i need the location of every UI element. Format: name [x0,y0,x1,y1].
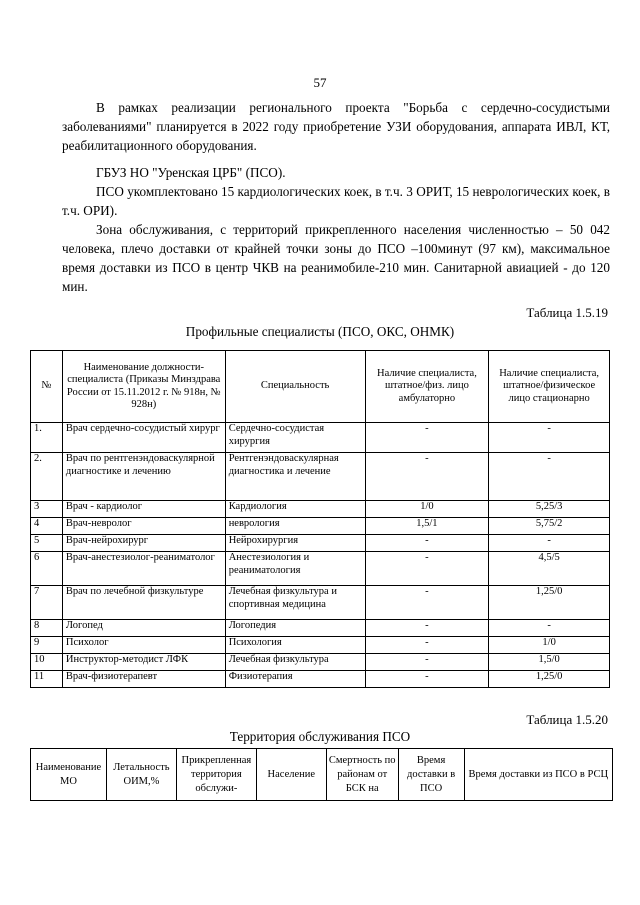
table2-header-mortality: Летальность ОИМ,% [106,749,176,801]
paragraph-hospital-name: ГБУЗ НО "Уренская ЦРБ" (ПСО). [96,165,286,180]
page-number: 57 [313,75,327,90]
service-territory-table [30,748,613,801]
table2-header-delivery-rsc: Время доставки из ПСО в РСЦ [464,749,612,801]
table1-label: Таблица 1.5.19 [526,305,608,320]
cell-outpatient: 1/0 [365,501,489,518]
cell-outpatient: - [365,586,489,620]
cell-number: 1. [31,423,63,453]
cell-outpatient: - [365,620,489,637]
table2-header-mo-name: Наименование МО [31,749,107,801]
cell-outpatient: - [365,423,489,453]
table-row [31,535,610,552]
cell-number: 7 [31,586,63,620]
table2-title: Территория обслуживания ПСО [229,729,411,744]
cell-inpatient: 1/0 [489,637,610,654]
table2-header-delivery-pso: Время доставки в ПСО [398,749,464,801]
table-row [31,637,610,654]
cell-inpatient: - [489,423,610,453]
cell-number: 10 [31,654,63,671]
table1-header-number: № [31,351,63,423]
cell-specialty: Лечебная физкультура и спортивная медицина [225,586,365,620]
table-row [31,501,610,518]
cell-number: 5 [31,535,63,552]
cell-position: Инструктор-методист ЛФК [62,654,225,671]
cell-outpatient: - [365,535,489,552]
cell-inpatient: - [489,453,610,501]
cell-specialty: Нейрохирургия [225,535,365,552]
paragraph-service-zone: Зона обслуживания, с территорий прикрепленного населения численностью – 50 042 человека, плечо доставки от крайней точки зоны до ПСО –100минут (97 км), максимальное время доставки из ПСО в центр ЧКВ на реанимобиле-210 мин. Санитарной авиацией - до 120 мин. [62,222,610,294]
table2-header-death-rate: Смертность по районам от БСК на [326,749,398,801]
cell-specialty: Кардиология [225,501,365,518]
cell-number: 2. [31,453,63,501]
table-row [31,671,610,688]
cell-position: Врач-анестезиолог-реаниматолог [62,552,225,586]
cell-position: Психолог [62,637,225,654]
table-row [31,654,610,671]
table1-header-position: Наименование должности-специалиста (Приказы Минздрава России от 15.11.2012 г. № 918н, № 928н) [62,351,225,423]
specialists-table [30,350,610,688]
table2-header-population: Население [256,749,326,801]
cell-specialty: неврология [225,518,365,535]
cell-specialty: Психология [225,637,365,654]
cell-outpatient: - [365,552,489,586]
cell-number: 3 [31,501,63,518]
paragraph-beds: ПСО укомплектовано 15 кардиологических коек, в т.ч. 3 ОРИТ, 15 неврологических коек, в т.ч. ОРИ). [62,184,610,218]
table1-header-outpatient: Наличие специалиста, штатное/физ. лицо амбулаторно [365,351,489,423]
table1-header-inpatient: Наличие специалиста, штатное/физическое лицо стационарно [489,351,610,423]
cell-inpatient: 1,25/0 [489,586,610,620]
cell-outpatient: - [365,637,489,654]
cell-position: Врач по лечебной физкультуре [62,586,225,620]
table2-header-territory: Прикрепленная территория обслужи- [176,749,256,801]
table-row [31,552,610,586]
table2-label: Таблица 1.5.20 [526,712,608,727]
cell-inpatient: 5,75/2 [489,518,610,535]
cell-outpatient: - [365,654,489,671]
table1-title: Профильные специалисты (ПСО, ОКС, ОНМК) [185,324,455,339]
cell-outpatient: - [365,453,489,501]
cell-specialty: Логопедия [225,620,365,637]
cell-inpatient: 5,25/3 [489,501,610,518]
cell-position: Врач-невролог [62,518,225,535]
cell-position: Врач по рентгенэндоваскулярной диагностике и лечению [62,453,225,501]
table-row [31,423,610,453]
cell-position: Врач-нейрохирург [62,535,225,552]
cell-number: 4 [31,518,63,535]
paragraph-project: В рамках реализации регионального проекта "Борьба с сердечно-сосудистыми заболеваниями" планируется в 2022 году приобретение УЗИ оборудования, аппарата ИВЛ, КТ, реабилитационного оборудования. [62,100,610,153]
cell-number: 9 [31,637,63,654]
cell-specialty: Анестезиология и реаниматология [225,552,365,586]
cell-outpatient: 1,5/1 [365,518,489,535]
cell-specialty: Физиотерапия [225,671,365,688]
cell-position: Врач-физиотерапевт [62,671,225,688]
cell-number: 6 [31,552,63,586]
cell-inpatient: 4,5/5 [489,552,610,586]
cell-position: Логопед [62,620,225,637]
cell-inpatient: 1,25/0 [489,671,610,688]
table-row [31,586,610,620]
cell-position: Врач сердечно-сосудистый хирург [62,423,225,453]
cell-outpatient: - [365,671,489,688]
cell-inpatient: 1,5/0 [489,654,610,671]
table-row [31,620,610,637]
cell-position: Врач - кардиолог [62,501,225,518]
table-row [31,518,610,535]
table1-header-specialty: Специальность [225,351,365,423]
cell-inpatient: - [489,535,610,552]
table-row [31,453,610,501]
cell-specialty: Сердечно-сосудистая хирургия [225,423,365,453]
cell-specialty: Рентгенэндоваскулярная диагностика и лечение [225,453,365,501]
cell-inpatient: - [489,620,610,637]
cell-number: 8 [31,620,63,637]
cell-specialty: Лечебная физкультура [225,654,365,671]
cell-number: 11 [31,671,63,688]
